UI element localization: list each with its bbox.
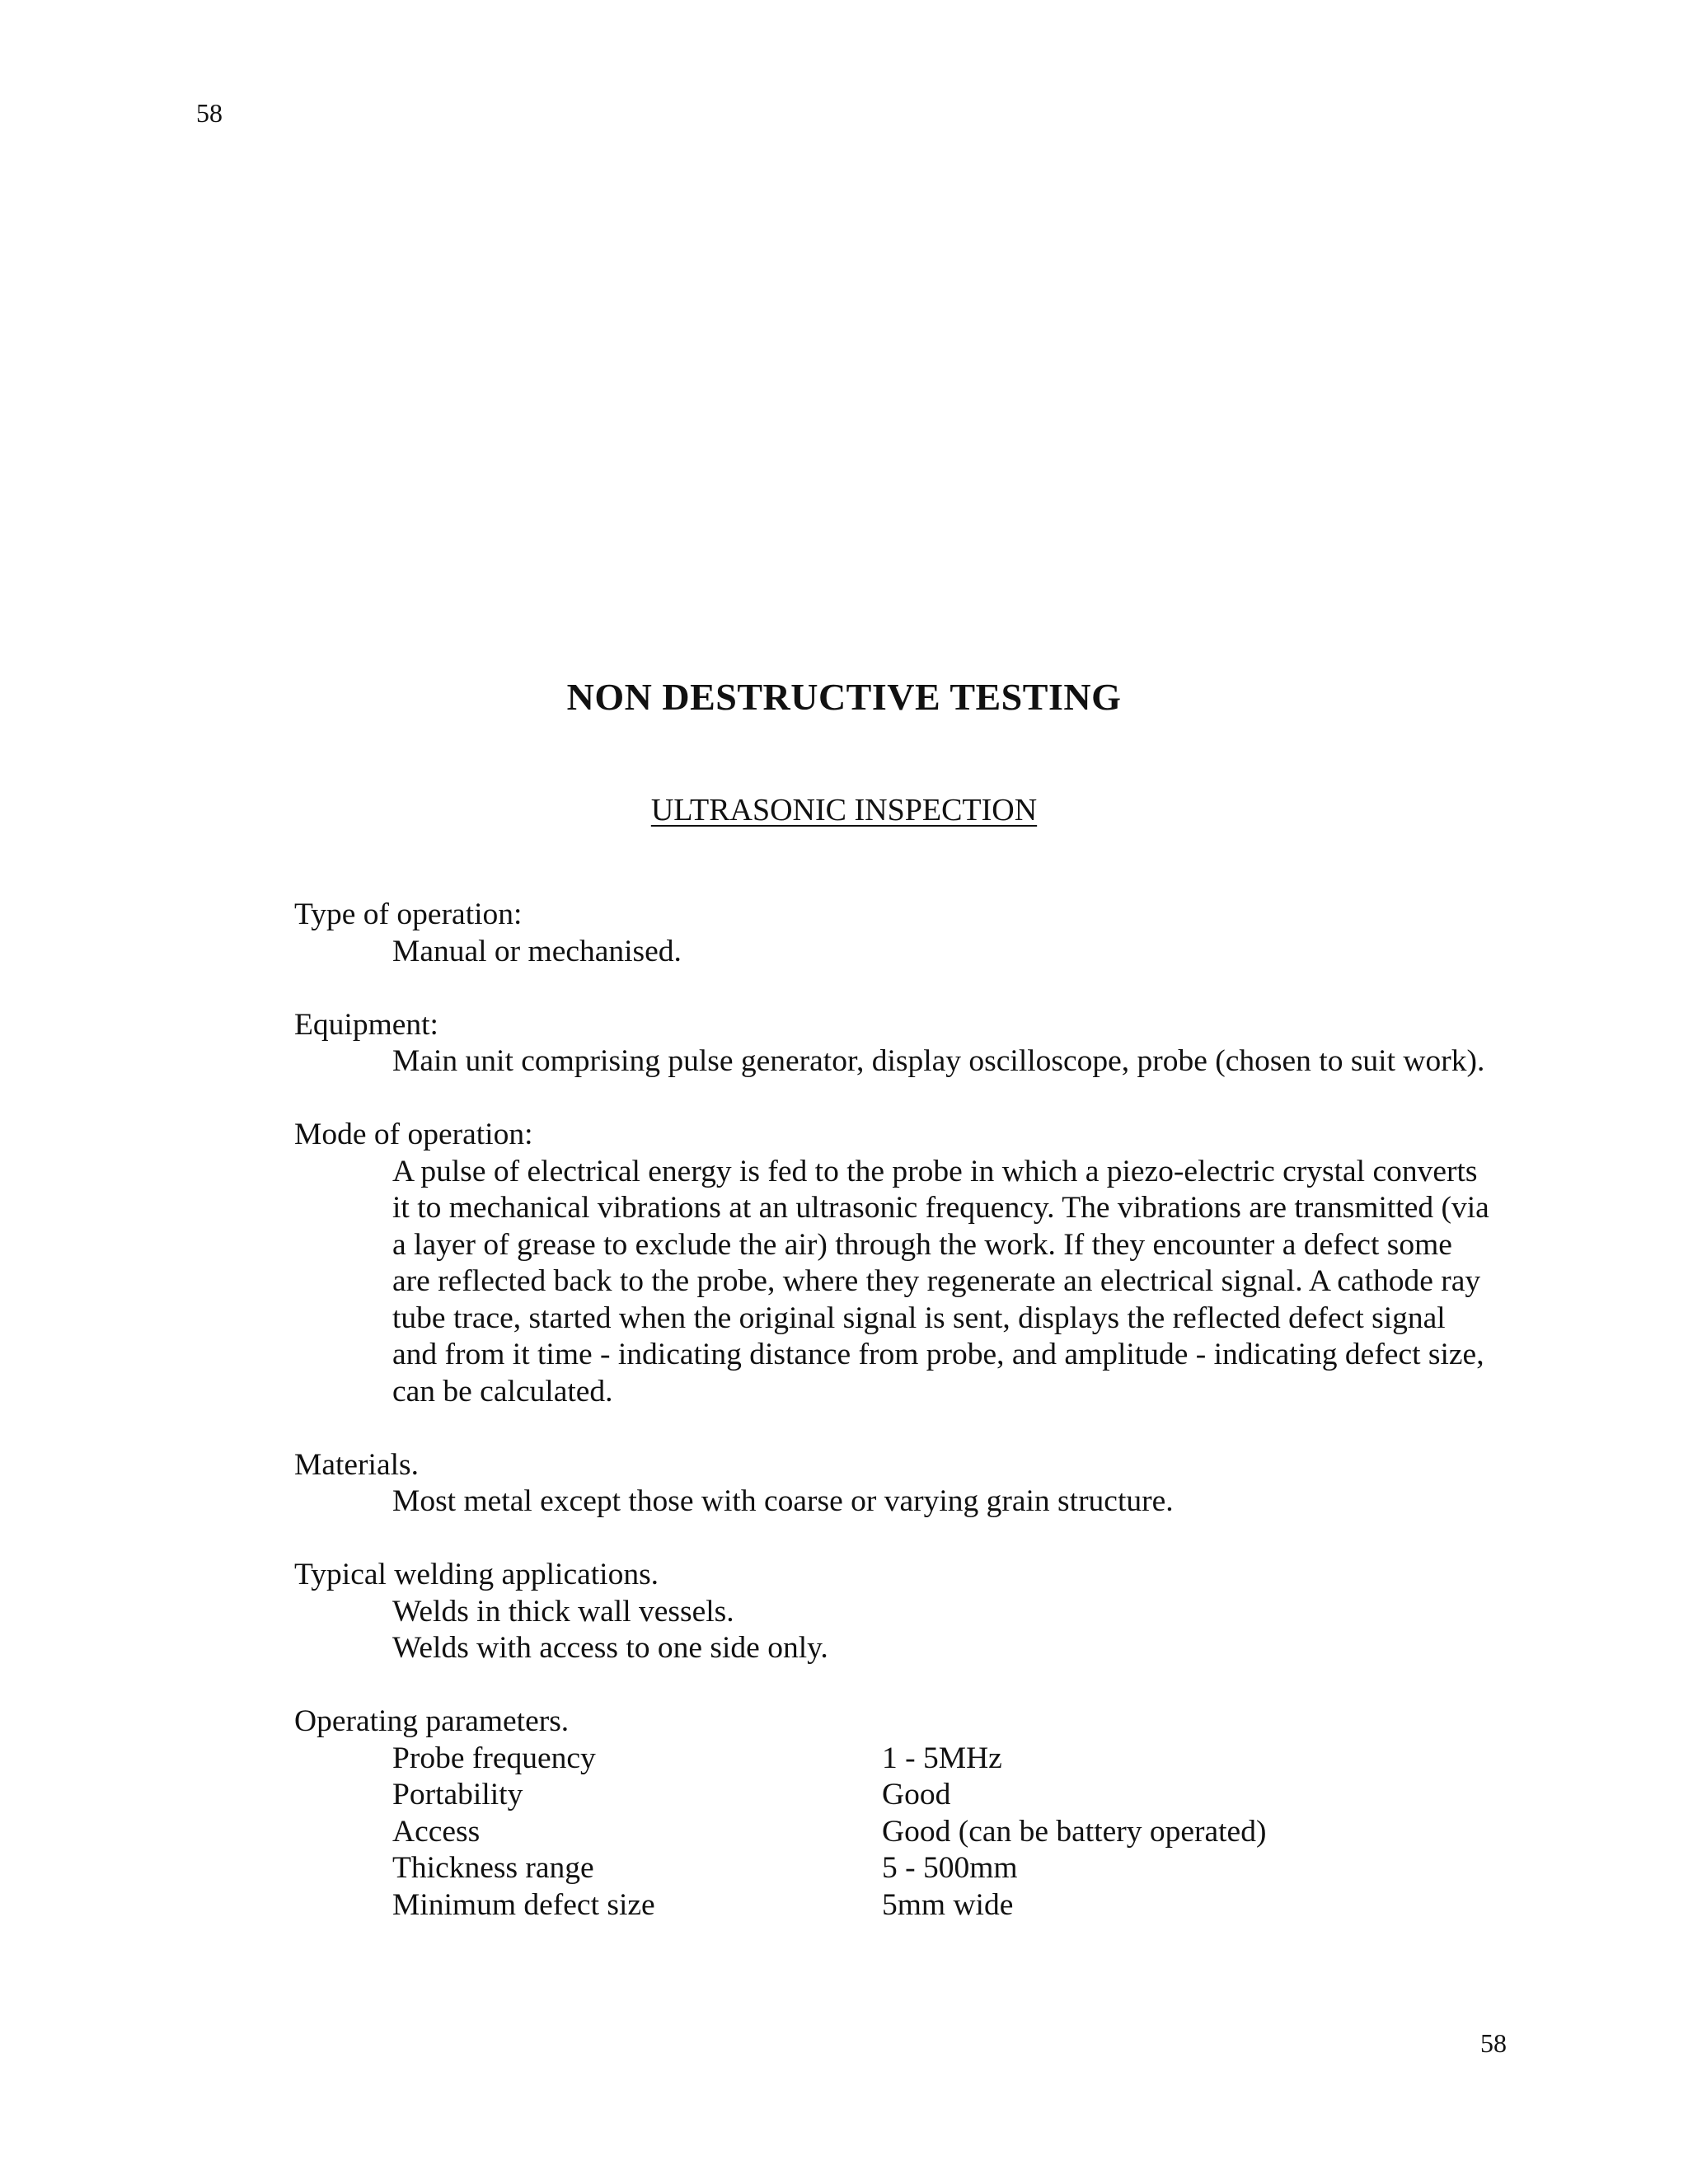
parameter-name: Probe frequency bbox=[392, 1741, 596, 1775]
page-title: NON DESTRUCTIVE TESTING bbox=[566, 676, 1122, 718]
materials-text: Most metal except those with coarse or varying grain structure. bbox=[392, 1484, 1174, 1518]
mode-of-operation-text: A pulse of electrical energy is fed to the probe in which a piezo-electric crystal converts it to mechanical vibrations at an ultrasonic frequency. The vibrations are transmitted (via a layer of grease to exclude the air) through the work. If they encounter a defect some are reflected back to the probe, where they regenerate an electrical signal. A cathode ray tube trace, started when the original signal is sent, displays the reflected defect signal and from it time - indicating distance from probe, and amplitude - indicating defect size, can be calculated. bbox=[392, 1154, 1489, 1408]
parameters-table bbox=[294, 1741, 1498, 1924]
equipment-text: Main unit comprising pulse generator, display oscilloscope, probe (chosen to suit work). bbox=[392, 1044, 1485, 1078]
type-of-operation-text: Manual or mechanised. bbox=[392, 934, 682, 968]
welding-applications-section bbox=[294, 1557, 1498, 1667]
parameter-row bbox=[392, 1814, 1498, 1851]
type-of-operation-section bbox=[294, 897, 1498, 970]
materials-section bbox=[294, 1447, 1498, 1521]
page-number-bottom: 58 bbox=[1480, 2028, 1507, 2058]
document-body bbox=[294, 897, 1498, 1961]
welding-applications-heading: Typical welding applications. bbox=[294, 1558, 659, 1591]
equipment-section bbox=[294, 1007, 1498, 1080]
mode-of-operation-heading: Mode of operation: bbox=[294, 1118, 533, 1151]
parameter-value: Good bbox=[882, 1778, 951, 1811]
parameter-value: 1 - 5MHz bbox=[882, 1741, 1002, 1775]
parameter-value: 5 - 500mm bbox=[882, 1851, 1018, 1885]
page-number-top: 58 bbox=[196, 98, 223, 128]
parameter-row bbox=[392, 1741, 1498, 1778]
operating-parameters-heading: Operating parameters. bbox=[294, 1704, 570, 1738]
welding-application-item: Welds in thick wall vessels. bbox=[392, 1594, 734, 1629]
welding-application-item: Welds with access to one side only. bbox=[392, 1631, 828, 1665]
parameter-name: Access bbox=[392, 1814, 481, 1849]
parameter-name: Minimum defect size bbox=[392, 1887, 655, 1922]
parameter-value: Good (can be battery operated) bbox=[882, 1814, 1267, 1849]
type-of-operation-heading: Type of operation: bbox=[294, 898, 523, 931]
materials-heading: Materials. bbox=[294, 1447, 419, 1482]
equipment-heading: Equipment: bbox=[294, 1007, 438, 1042]
parameter-row bbox=[392, 1777, 1498, 1814]
parameter-row bbox=[392, 1850, 1498, 1887]
parameter-name: Thickness range bbox=[392, 1851, 594, 1885]
parameter-row bbox=[392, 1887, 1498, 1924]
section-subtitle: ULTRASONIC INSPECTION bbox=[650, 793, 1038, 827]
parameter-value: 5mm wide bbox=[882, 1887, 1014, 1922]
operating-parameters-section bbox=[294, 1704, 1498, 1924]
parameter-name: Portability bbox=[392, 1778, 523, 1811]
mode-of-operation-section bbox=[294, 1117, 1498, 1410]
